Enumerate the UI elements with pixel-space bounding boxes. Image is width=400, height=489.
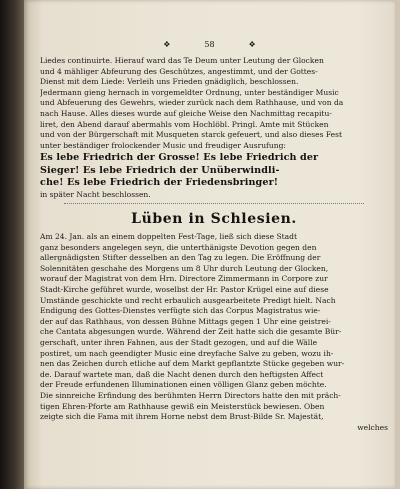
text-line: ganz besonders angelegen seyn, die unterthänigste Devotion gegen den <box>40 242 317 252</box>
text-line: allergnädigsten Stifter desselben an den Tag zu legen. Die Eröffnung der <box>40 253 321 263</box>
exclamation-line: Sieger! Es lebe Friedrich der Unüberwindli- <box>40 164 280 176</box>
next-page-edge <box>395 0 400 489</box>
text-line: de. Darauf wartete man, daß die Nacht denen durch den heftigsten Affect <box>40 369 324 379</box>
text-line: Die sinnreiche Erfindung des berühmten Herrn Directors hatte den mit präch- <box>40 390 341 400</box>
page-number: 58 <box>204 40 215 49</box>
text-line: unter beständiger frolockender Music und freudiger Ausrufung: <box>40 140 286 150</box>
exclamation-block <box>40 152 388 190</box>
book-binding-shadow <box>0 0 26 489</box>
text-line: und von der Bürgerschaft mit Musqueten starck gefeuert, und also dieses Fest <box>40 130 343 140</box>
text-line: in später Nacht beschlossen. <box>40 189 151 199</box>
text-line: Stadt-Kirche geführet wurde, woselbst der Hr. Pastor Krügel eine auf diese <box>40 285 329 294</box>
text-line: Endigung des Gottes-Dienstes verfügte sich das Corpus Magistratus wie- <box>40 306 321 316</box>
text-line: der auf das Rathhaus, von dessen Bühne Mittags gegen 1 Uhr eine geistrei- <box>40 316 331 326</box>
ornament-left-icon: ❖ <box>163 40 171 49</box>
text-line: Umstände geschickte und recht erbaulich ausgearbeitete Predigt hielt. Nach <box>40 295 336 305</box>
book-page <box>24 0 395 489</box>
paragraph-1 <box>40 56 388 151</box>
text-line: Liedes continuirte. Hierauf ward das Te Deum unter Leutung der Glocken <box>40 56 324 65</box>
exclamation-line: Es lebe Friedrich der Grosse! Es lebe Friedrich der <box>40 152 319 164</box>
text-line: liret, den Abend darauf abermahls vom Hochlöbl. Pringl. Amte mit Stücken <box>40 119 329 129</box>
text-line: nen das Zeichen durch etliche auf dem Markt gepflantzte Stücke gegeben wur- <box>40 359 345 369</box>
closing-line <box>40 190 388 201</box>
text-line: gerschaft, unter ihren Fahnen, aus der Stadt gezogen, und auf die Wälle <box>40 337 318 347</box>
text-line: zeigte sich die Fama mit ihrem Horne nebst dem Brust-Bilde Sr. Majestät, <box>40 412 324 422</box>
separator-rule <box>64 203 364 204</box>
page-header <box>24 40 395 49</box>
text-line: und 4 mähliger Abfeurung des Geschützes, angestimmt, und der Gottes- <box>40 66 318 76</box>
text-line: nach Hause. Alles dieses wurde auf gleiche Weise den Nachmittag recapitu- <box>40 108 332 118</box>
text-line: tigen Ehren-Pforte am Rathhause gewiß ein Meisterstück bewiesen. Oben <box>40 401 325 411</box>
text-line: Solennitäten geschahe des Morgens um 8 Uhr durch Leutung der Glocken, <box>40 263 329 273</box>
ornament-right-icon: ❖ <box>248 40 256 49</box>
text-line: Am 24. Jan. als an einem doppelten Fest-Tage, ließ sich diese Stadt <box>40 232 298 242</box>
text-line: Dienst mit dem Liede: Verleih uns Frieden gnädiglich, beschlossen. <box>40 77 299 87</box>
exclamation-line: che! Es lebe Friedrich der Friedensbringer! <box>40 177 279 189</box>
catchword: welches <box>357 422 388 432</box>
page-text <box>40 56 388 433</box>
section-title: Lüben in Schlesien. <box>131 211 297 228</box>
text-line: che Cantata abgesungen wurde. Während der Zeit hatte sich die gesamte Bür- <box>40 327 342 337</box>
text-line: worauf der Magistrat von dem Hrn. Directore Zimmermann in Corpore zur <box>40 274 328 284</box>
text-line: Jedermann gieng hernach in vorgemeldter Ordnung, unter beständiger Music <box>40 87 339 97</box>
text-line: und Abfeuerung des Gewehrs, wieder zurück nach dem Rathhause, und von da <box>40 98 344 108</box>
text-line: der Freude erfundenen Illuminationen einen völligen Glanz geben möchte. <box>40 380 327 390</box>
paragraph-2 <box>40 232 388 433</box>
text-line: postiret, um nach geendigter Music eine dreyfache Salve zu geben, wozu ih- <box>40 348 334 358</box>
